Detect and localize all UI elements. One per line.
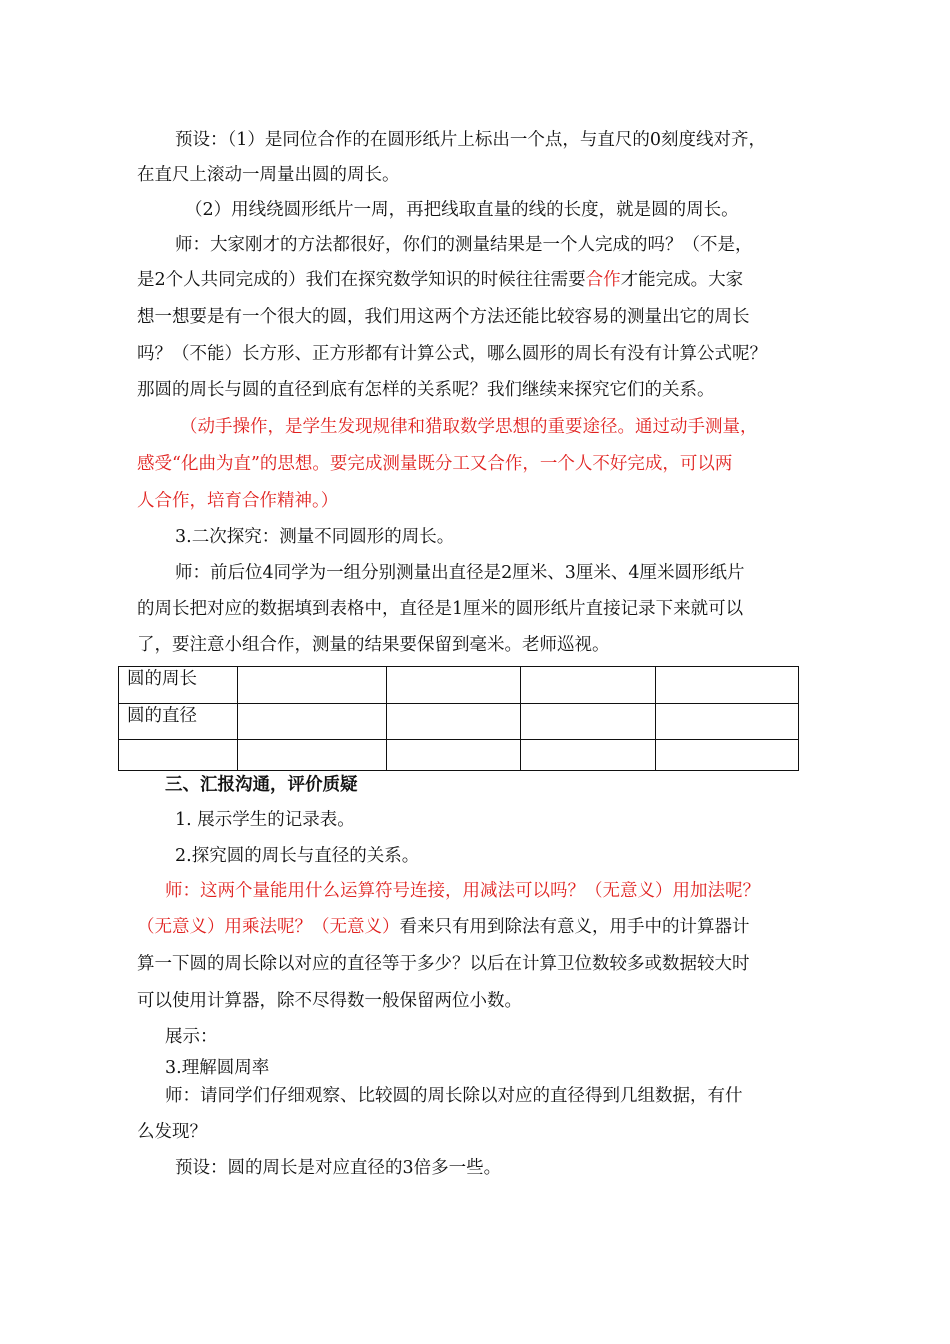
table-cell: [238, 667, 387, 704]
table-cell: [656, 704, 799, 740]
paragraph-line: 了，要注意小组合作，测量的结果要保留到毫米。老师巡视。: [137, 635, 610, 655]
table-row: [119, 740, 799, 771]
paragraph-line: （2）用线绕圆形纸片一周，再把线取直量的线的长度，就是圆的周长。: [185, 200, 739, 220]
paragraph-line: 那圆的周长与圆的直径到底有怎样的关系呢？我们继续来探究它们的关系。: [137, 380, 715, 400]
paragraph-line: 师：请同学们仔细观察、比较圆的周长除以对应的直径得到几组数据，有什: [165, 1086, 743, 1106]
table-cell: [387, 667, 521, 704]
text-span: 才能完成。大家: [620, 270, 744, 290]
text-span: 是2个人共同完成的）我们在探究数学知识的时候往往需要: [137, 270, 586, 290]
paragraph-line: 么发现？: [137, 1122, 207, 1142]
paragraph-line: 想一想要是有一个很大的圆，我们用这两个方法还能比较容易的测量出它的周长: [137, 307, 750, 327]
table-cell: [387, 740, 521, 771]
table-cell: [238, 704, 387, 740]
table-cell: [656, 667, 799, 704]
note-line: 师：这两个量能用什么运算符号连接，用减法可以吗？（无意义）用加法呢？: [165, 881, 760, 901]
paragraph-line: 师：前后位4同学为一组分别测量出直径是2厘米、3厘米、4厘米圆形纸片: [175, 563, 745, 583]
table-cell: [521, 667, 656, 704]
table-cell: [521, 704, 656, 740]
subheading: 3.理解圆周率: [165, 1058, 270, 1078]
section-heading: 三、汇报沟通，评价质疑: [165, 775, 358, 795]
list-item: 2.探究圆的周长与直径的关系。: [175, 846, 420, 866]
row-header: 圆的周长: [119, 667, 238, 704]
table-row: [119, 667, 799, 704]
note-line: （动手操作，是学生发现规律和猎取数学思想的重要途径。通过动手测量，: [180, 417, 758, 437]
highlight-span: （无意义）用乘法呢？（无意义）: [137, 917, 400, 937]
text-span: 看来只有用到除法有意义，用手中的计算器计: [399, 917, 750, 937]
note-line: 感受“化曲为直”的思想。要完成测量既分工又合作，一个人不好完成，可以两: [137, 454, 733, 474]
table-cell: [387, 704, 521, 740]
paragraph-line: 展示：: [165, 1027, 218, 1047]
paragraph-line: 3.二次探究：测量不同圆形的周长。: [175, 527, 455, 547]
paragraph-line: 师：大家刚才的方法都很好，你们的测量结果是一个人完成的吗？（不是，: [175, 235, 753, 255]
table-cell: [238, 740, 387, 771]
table-cell: [521, 740, 656, 771]
table-cell: [656, 740, 799, 771]
list-item: 1. 展示学生的记录表。: [175, 810, 355, 830]
record-table: [118, 666, 799, 771]
paragraph-line: 预设：圆的周长是对应直径的3倍多一些。: [175, 1158, 502, 1178]
note-line: 人合作，培育合作精神。）: [137, 491, 339, 511]
highlight-span: 合作: [585, 270, 621, 290]
paragraph-line: 在直尺上滚动一周量出圆的周长。: [137, 165, 400, 185]
table-row: [119, 704, 799, 740]
paragraph-line: 可以使用计算器，除不尽得数一般保留两位小数。: [137, 991, 522, 1011]
paragraph-line: [137, 915, 750, 939]
paragraph-line: 预设：（1）是同位合作的在圆形纸片上标出一个点，与直尺的0刻度线对齐，: [175, 130, 767, 150]
paragraph-line: 算一下圆的周长除以对应的直径等于多少？以后在计算卫位数较多或数据较大时: [137, 954, 750, 974]
paragraph-line: 吗？（不能）长方形、正方形都有计算公式，哪么圆形的周长有没有计算公式呢？: [137, 344, 767, 364]
paragraph-line: 的周长把对应的数据填到表格中，直径是1厘米的圆形纸片直接记录下来就可以: [137, 599, 744, 619]
row-header: [119, 740, 238, 771]
row-header: 圆的直径: [119, 704, 238, 740]
paragraph-line: [137, 268, 743, 292]
